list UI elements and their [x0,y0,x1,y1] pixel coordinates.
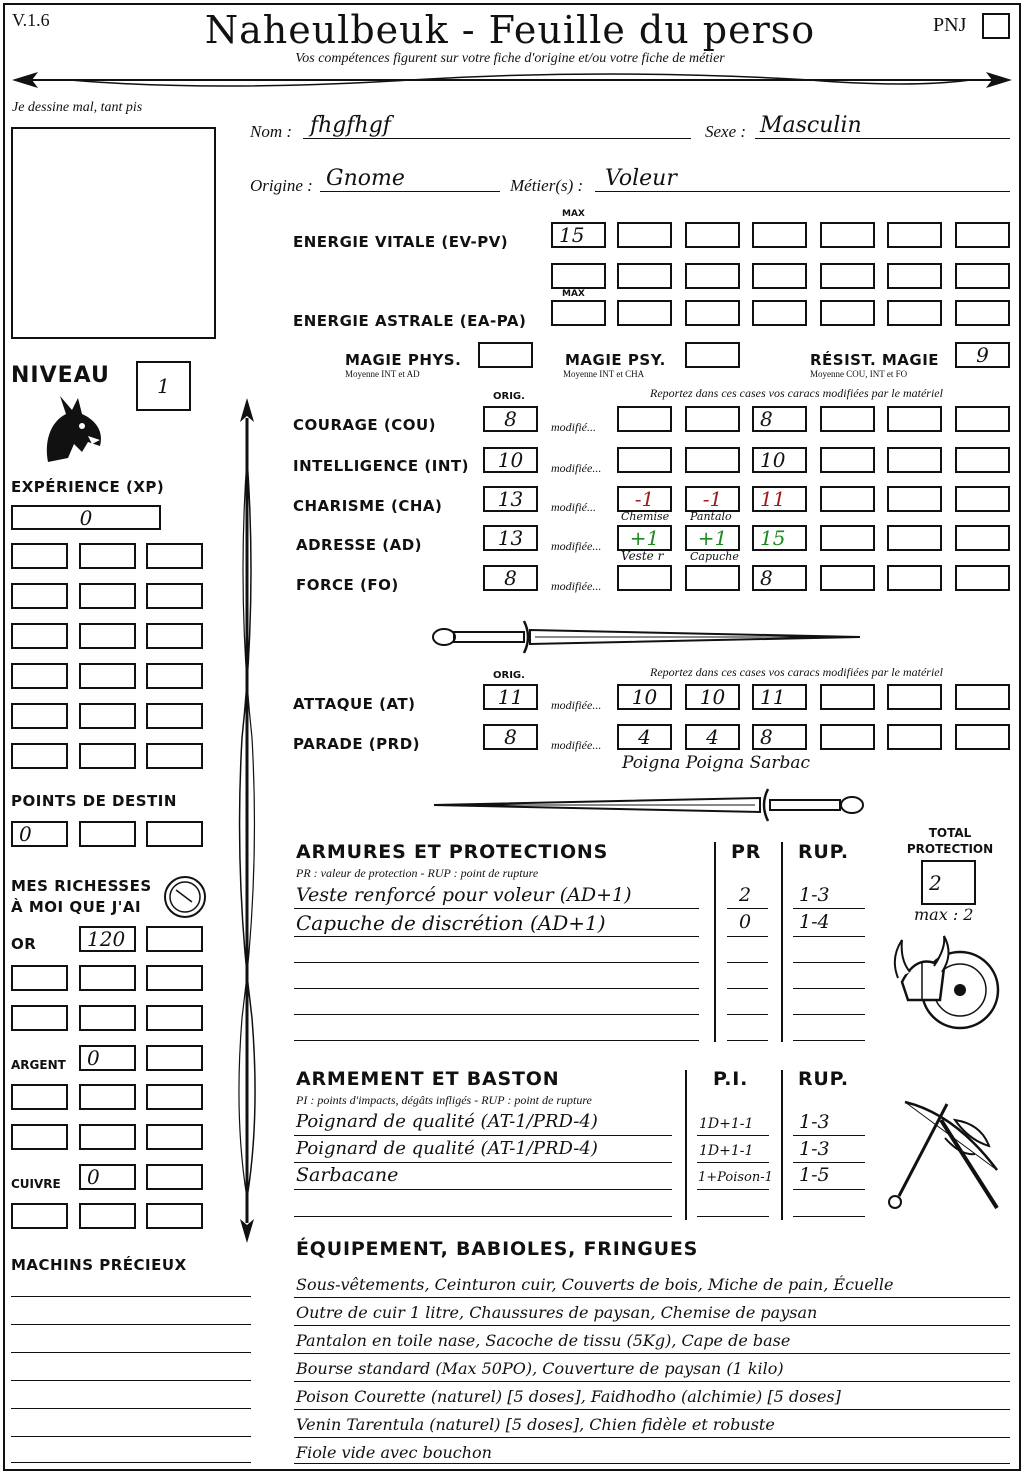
xp-label: EXPÉRIENCE (XP) [11,478,165,496]
argent-box[interactable] [11,1084,68,1110]
armor-line [793,908,865,909]
armor-col-rup: RUP. [798,841,849,863]
or-box[interactable] [11,1005,68,1031]
argent-box[interactable] [11,1124,68,1150]
cha-mod-box[interactable]: -1 [685,486,740,512]
total-label-1: TOTAL [928,826,972,840]
spear-icon [232,398,262,1243]
armor-line[interactable] [793,1014,865,1015]
or-box[interactable]: 120 [79,926,136,952]
sheet-subtitle: Vos compétences figurent sur votre fiche d'origine et/ou votre fiche de métier [295,51,725,66]
at-mod-box[interactable]: 10 [617,684,672,710]
armor-line[interactable] [727,1014,768,1015]
armor-pr[interactable]: 0 [739,911,752,933]
armor-name[interactable]: Capuche de discrétion (AD+1) [296,911,606,935]
cha-note: Chemise [621,510,670,523]
machins-line[interactable] [11,1324,251,1325]
cha-orig-box[interactable]: 13 [483,486,538,512]
armor-line[interactable] [793,988,865,989]
xp-grid-box[interactable] [79,663,136,689]
modifiee-label: modifiée... [551,579,602,593]
richesses-label-1: MES RICHESSES [11,877,152,895]
equipment-line[interactable]: Poison Courette (naturel) [5 doses], Faidhodho (alchimie) [5 doses] [296,1387,841,1406]
destin-box[interactable]: 0 [11,821,68,847]
fo-orig-box[interactable]: 8 [483,565,538,591]
armor-line[interactable] [793,962,865,963]
cuivre-label: CUIVRE [11,1177,61,1191]
bow-sword-axe-icon [885,1094,1005,1214]
niveau-box[interactable]: 1 [136,361,191,411]
equipment-line[interactable]: Venin Tarentula (naturel) [5 doses], Chien fidèle et robuste [296,1415,775,1434]
ev-max-label: MAX [562,209,585,219]
ad-mod-box[interactable] [955,525,1010,551]
armor-rup[interactable]: 1-4 [799,911,830,933]
xp-grid-box[interactable] [11,663,68,689]
armor-line [727,908,768,909]
ad-note: Capuche [690,550,739,563]
weapon-line[interactable] [793,1216,865,1217]
weapons-legend: PI : points d'impacts, dégâts infligés - RUP : point de rupture [296,1093,592,1107]
weapons-col-rup: RUP. [798,1068,849,1090]
at-mod-box[interactable] [887,684,942,710]
or-box[interactable] [146,926,203,952]
modifiee-label: modifiée... [551,461,602,475]
armor-divider [714,842,716,1042]
armor-line[interactable] [294,1014,699,1015]
cou-mod-box[interactable] [617,406,672,432]
origine-label: Origine : [250,176,313,195]
ad-mod-box[interactable]: +1 [617,525,672,551]
report-note: Reportez dans ces cases vos caracs modifiées par le matériel [650,386,943,400]
portrait-box[interactable] [11,127,216,339]
or-box[interactable] [79,965,136,991]
weapon-name[interactable]: Poignard de qualité (AT-1/PRD-4) [296,1138,598,1159]
modifiee-label: modifiée... [551,539,602,553]
equipment-rule [294,1463,1010,1464]
xp-grid-box[interactable] [11,743,68,769]
cuivre-box[interactable] [79,1203,136,1229]
machins-line[interactable] [11,1380,251,1381]
at-orig-box[interactable]: 11 [483,684,538,710]
weapon-rup[interactable]: 1-3 [799,1138,830,1160]
cou-mod-box[interactable] [685,406,740,432]
argent-box[interactable] [146,1045,203,1071]
ev-box[interactable] [617,263,672,289]
cuivre-box[interactable] [11,1203,68,1229]
resist-magie-box[interactable]: 9 [955,342,1010,368]
equipment-line[interactable]: Outre de cuir 1 litre, Chaussures de paysan, Chemise de paysan [296,1303,818,1322]
cha-mod-box[interactable] [887,486,942,512]
xp-grid-box[interactable] [11,623,68,649]
version-label: V.1.6 [12,10,50,30]
resist-magie-label: RÉSIST. MAGIE [810,351,940,369]
ev-box[interactable] [551,263,606,289]
fo-mod-box[interactable] [887,565,942,591]
argent-box[interactable] [146,1084,203,1110]
weapon-line [697,1162,769,1163]
max-protection-note: max : 2 [914,905,974,924]
armor-pr[interactable]: 2 [739,884,752,906]
argent-box[interactable] [146,1124,203,1150]
machins-line[interactable] [11,1462,251,1463]
machins-line[interactable] [11,1436,251,1437]
modifiee-label: modifiée... [551,738,602,752]
argent-box[interactable]: 0 [79,1045,136,1071]
coin-icon [162,874,208,920]
cou-label: COURAGE (COU) [293,416,437,434]
ad-mod-box[interactable]: 15 [752,525,807,551]
fo-mod-box[interactable] [685,565,740,591]
xp-grid-box[interactable] [146,543,203,569]
weapon-name[interactable]: Sarbacane [296,1164,399,1186]
cha-mod-box[interactable]: -1 [617,486,672,512]
sexe-line [755,138,1010,139]
or-label: OR [11,935,37,953]
weapon-line [793,1135,865,1136]
report-note: Reportez dans ces cases vos caracs modifiées par le matériel [650,665,943,679]
or-box[interactable] [146,965,203,991]
equipment-line[interactable]: Pantalon en toile nase, Sacoche de tissu (5Kg), Cape de base [296,1331,791,1350]
ea-box[interactable] [955,300,1010,326]
origine-line [320,191,500,192]
ev-box[interactable] [685,263,740,289]
nom-line [303,138,691,139]
ea-box[interactable] [617,300,672,326]
or-box[interactable] [146,1005,203,1031]
magie-psy-box[interactable] [685,342,740,368]
equipment-rule [294,1353,1010,1354]
weapon-notes: Poigna Poigna Sarbac [622,753,811,773]
or-box[interactable] [11,965,68,991]
fo-mod-box[interactable]: 8 [752,565,807,591]
xp-grid-box[interactable] [146,583,203,609]
magie-psy-note: Moyenne INT et CHA [563,369,645,379]
metier-label: Métier(s) : [510,176,584,195]
weapon-line [697,1189,769,1190]
or-box[interactable] [79,1005,136,1031]
cuivre-box[interactable] [146,1164,203,1190]
equipment-title: ÉQUIPEMENT, BABIOLES, FRINGUES [296,1238,699,1260]
ea-max-label: MAX [562,289,585,299]
prd-mod-box[interactable]: 4 [685,724,740,750]
prd-mod-box[interactable]: 4 [617,724,672,750]
ad-label: ADRESSE (AD) [296,536,423,554]
weapon-pi[interactable]: 1D+1-1 [699,1116,754,1132]
cuivre-box[interactable] [146,1203,203,1229]
cou-mod-box[interactable] [955,406,1010,432]
sword-icon [430,783,875,827]
xp-grid-box[interactable] [11,583,68,609]
cuivre-box[interactable]: 0 [79,1164,136,1190]
prd-mod-box[interactable] [955,724,1010,750]
armor-line[interactable] [727,1040,768,1041]
fo-label: FORCE (FO) [296,576,399,594]
cou-mod-box[interactable] [820,406,875,432]
weapons-col-pi: P.I. [713,1068,749,1090]
xp-grid-box[interactable] [146,623,203,649]
equipment-rule [294,1325,1010,1326]
equipment-rule [294,1437,1010,1438]
armor-divider [781,842,783,1042]
equipment-line[interactable]: Sous-vêtements, Ceinturon cuir, Couverts de bois, Miche de pain, Écuelle [296,1275,894,1294]
weapon-line[interactable] [294,1216,672,1217]
xp-grid-box[interactable] [146,663,203,689]
armor-col-pr: PR [731,841,762,863]
sheet-title: Naheulbeuk - Feuille du perso [204,8,816,52]
weapon-rup[interactable]: 1-5 [799,1164,830,1186]
ad-note: Veste r [621,549,664,563]
pnj-label: PNJ [933,14,967,36]
cou-mod-box[interactable]: 8 [752,406,807,432]
xp-grid-box[interactable] [146,703,203,729]
fo-mod-box[interactable] [617,565,672,591]
xp-grid-box[interactable] [79,623,136,649]
armor-line [793,936,865,937]
weapon-line [294,1189,672,1190]
nom-field[interactable]: fhgfhgf [310,113,391,138]
ev-box[interactable] [820,222,875,248]
weapon-line [294,1162,672,1163]
modifie-label: modifié... [551,500,596,514]
argent-box[interactable] [79,1124,136,1150]
fo-mod-box[interactable] [820,565,875,591]
ea-max-box[interactable] [551,300,606,326]
armor-title: ARMURES ET PROTECTIONS [296,841,609,863]
int-mod-box[interactable]: 10 [752,447,807,473]
ea-label: ENERGIE ASTRALE (EA-PA) [293,312,527,330]
argent-label: ARGENT [11,1058,66,1072]
attaque-label: ATTAQUE (AT) [293,695,416,713]
int-label: INTELLIGENCE (INT) [293,457,469,475]
cha-mod-box[interactable] [820,486,875,512]
armor-line[interactable] [793,1040,865,1041]
sword-icon [430,615,875,659]
ad-mod-box[interactable]: +1 [685,525,740,551]
viking-helmet-shield-icon [888,930,1003,1040]
armor-line[interactable] [727,988,768,989]
armor-line [294,936,699,937]
equipment-line[interactable]: Fiole vide avec bouchon [296,1443,492,1462]
xp-grid-box[interactable] [79,543,136,569]
armor-line [294,908,699,909]
ev-box[interactable] [752,263,807,289]
cha-mod-box[interactable]: 11 [752,486,807,512]
armor-line[interactable] [294,1040,699,1041]
sexe-field[interactable]: Masculin [760,113,862,138]
argent-box[interactable] [79,1084,136,1110]
prd-orig-box[interactable]: 8 [483,724,538,750]
at-mod-box[interactable]: 11 [752,684,807,710]
ev-box[interactable] [820,263,875,289]
ea-box[interactable] [887,300,942,326]
metier-line [595,191,1010,192]
int-mod-box[interactable] [887,447,942,473]
weapon-line [697,1135,769,1136]
xp-grid-box[interactable] [146,743,203,769]
weapons-title: ARMEMENT ET BASTON [296,1068,560,1090]
machins-line[interactable] [11,1408,251,1409]
prd-mod-box[interactable] [887,724,942,750]
armor-line[interactable] [727,962,768,963]
armor-line [727,936,768,937]
resist-magie-note: Moyenne COU, INT et FO [810,369,908,379]
machins-line[interactable] [11,1352,251,1353]
machins-label: MACHINS PRÉCIEUX [11,1256,187,1274]
armor-line[interactable] [294,962,699,963]
weapon-rup[interactable]: 1-3 [799,1111,830,1133]
destin-box[interactable] [79,821,136,847]
destin-box[interactable] [146,821,203,847]
cha-note: Pantalo [690,510,732,523]
weapon-pi[interactable]: 1D+1-1 [699,1143,754,1159]
cha-label: CHARISME (CHA) [293,497,443,515]
equipment-rule [294,1409,1010,1410]
xp-grid-box[interactable] [11,703,68,729]
equipment-rule [294,1297,1010,1298]
ad-mod-box[interactable] [820,525,875,551]
pnj-checkbox[interactable] [982,13,1010,39]
dragon-head-icon [38,392,108,464]
nom-label: Nom : [250,122,293,141]
niveau-label: NIVEAU [11,363,110,388]
fo-mod-box[interactable] [955,565,1010,591]
weapon-line [793,1189,865,1190]
orig-label: ORIG. [493,670,525,681]
weapon-name[interactable]: Poignard de qualité (AT-1/PRD-4) [296,1111,598,1132]
ev-max-box[interactable]: 15 [551,222,606,248]
at-mod-box[interactable]: 10 [685,684,740,710]
destin-label: POINTS DE DESTIN [11,792,177,810]
cou-mod-box[interactable] [887,406,942,432]
weapons-divider [781,1070,783,1220]
xp-grid-box[interactable] [79,583,136,609]
ad-orig-box[interactable]: 13 [483,525,538,551]
ev-box[interactable] [887,263,942,289]
int-mod-box[interactable] [685,447,740,473]
ev-box[interactable] [955,263,1010,289]
modifiee-label: modifiée... [551,698,602,712]
ev-box[interactable] [955,222,1010,248]
modifie-label: modifié... [551,420,596,434]
int-mod-box[interactable] [820,447,875,473]
prd-mod-box[interactable] [820,724,875,750]
magie-phys-label: MAGIE PHYS. [345,351,462,369]
cou-orig-box[interactable]: 8 [483,406,538,432]
magie-phys-box[interactable] [478,342,533,368]
magie-psy-label: MAGIE PSY. [565,351,666,369]
ev-box[interactable] [685,222,740,248]
spear-divider-icon [10,66,1014,94]
xp-grid-box[interactable] [79,703,136,729]
metier-field[interactable]: Voleur [605,166,677,191]
origine-field[interactable]: Gnome [326,166,405,191]
prd-mod-box[interactable]: 8 [752,724,807,750]
richesses-label-2: À MOI QUE J'AI [11,898,142,916]
int-mod-box[interactable] [955,447,1010,473]
armor-line[interactable] [294,988,699,989]
machins-line[interactable] [11,1296,251,1297]
total-protection-box[interactable]: 2 [921,860,976,905]
ev-box[interactable] [617,222,672,248]
weapon-line [294,1135,672,1136]
armor-name[interactable]: Veste renforcé pour voleur (AD+1) [296,884,632,906]
orig-label: ORIG. [493,391,525,402]
xp-grid-box[interactable] [79,743,136,769]
cha-mod-box[interactable] [955,486,1010,512]
weapon-line [793,1162,865,1163]
int-mod-box[interactable] [617,447,672,473]
ev-box[interactable] [887,222,942,248]
armor-rup[interactable]: 1-3 [799,884,830,906]
ad-mod-box[interactable] [887,525,942,551]
sexe-label: Sexe : [705,122,747,141]
at-mod-box[interactable] [955,684,1010,710]
at-mod-box[interactable] [820,684,875,710]
equipment-rule [294,1381,1010,1382]
parade-label: PARADE (PRD) [293,735,421,753]
weapon-pi[interactable]: 1+Poison-1 [698,1170,773,1185]
total-label-2: PROTECTION [906,842,994,856]
xp-box[interactable]: 0 [11,505,161,530]
ea-box[interactable] [752,300,807,326]
magie-phys-note: Moyenne INT et AD [345,369,420,379]
ea-box[interactable] [820,300,875,326]
weapon-line[interactable] [697,1216,769,1217]
weapons-divider [685,1070,687,1220]
equipment-line[interactable]: Bourse standard (Max 50PO), Couverture de paysan (1 kilo) [296,1359,784,1378]
portrait-caption: Je dessine mal, tant pis [12,100,143,115]
int-orig-box[interactable]: 10 [483,447,538,473]
ev-label: ENERGIE VITALE (EV-PV) [293,233,509,251]
armor-legend: PR : valeur de protection - RUP : point de rupture [296,866,539,880]
xp-grid-box[interactable] [11,543,68,569]
ev-box[interactable] [752,222,807,248]
ea-box[interactable] [685,300,740,326]
